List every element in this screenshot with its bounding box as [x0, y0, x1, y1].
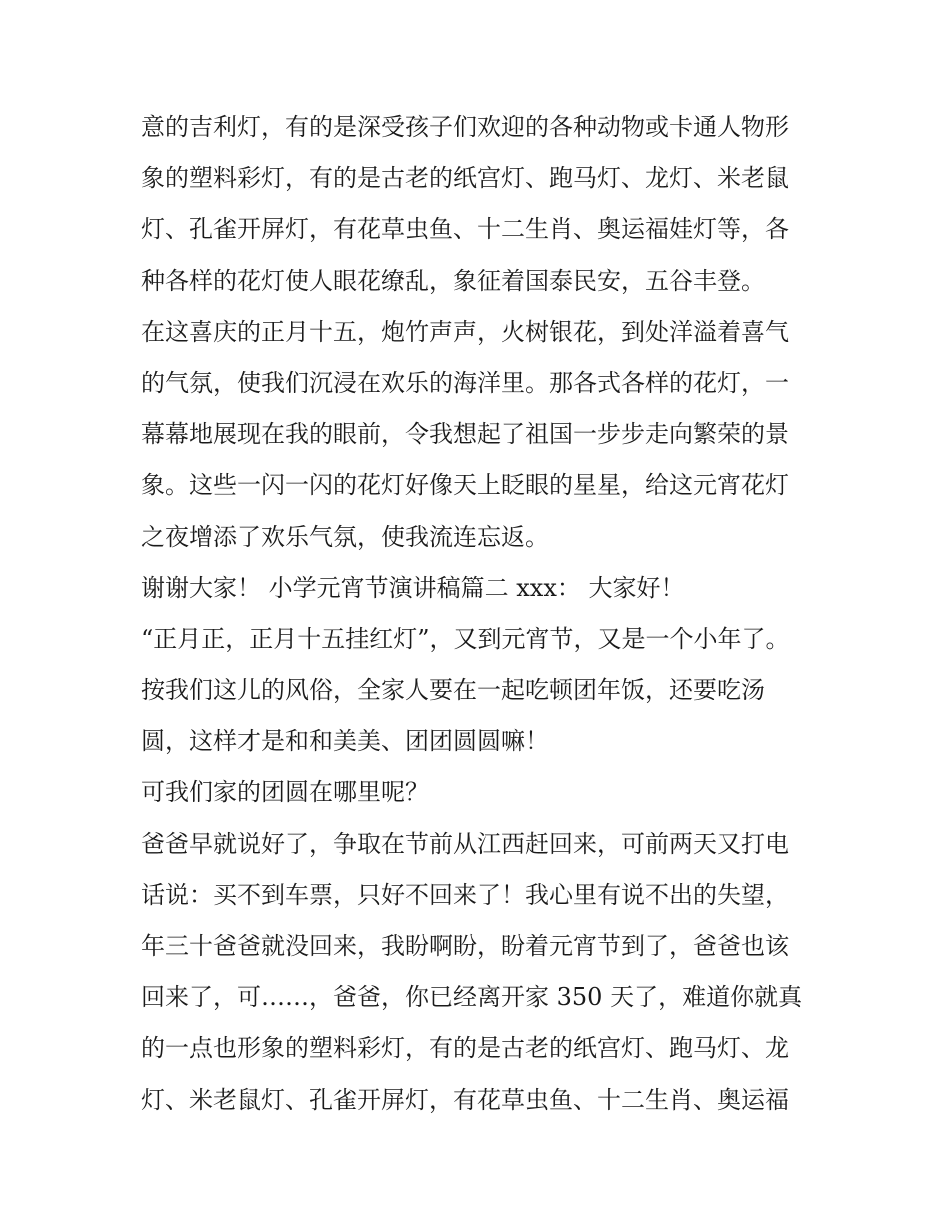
text-line: 象。这些一闪一闪的花灯好像天上眨眼的星星，给这元宵花灯 — [141, 471, 789, 500]
text-line: 话说：买不到车票，只好不回来了！我心里有说不出的失望， — [141, 880, 789, 909]
text-line: 意的吉利灯，有的是深受孩子们欢迎的各种动物或卡通人物形 — [141, 113, 789, 141]
text-line: 幕幕地展现在我的眼前，令我想起了祖国一步步走向繁荣的景 — [141, 420, 789, 449]
text-line: 之夜增添了欢乐气氛，使我流连忘返。 — [141, 522, 549, 551]
text-line: 象的塑料彩灯，有的是古老的纸宫灯、跑马灯、龙灯、米老鼠 — [141, 164, 789, 193]
text-line: 种各样的花灯使人眼花缭乱，象征着国泰民安，五谷丰登。 — [141, 266, 765, 295]
text-line: 在这喜庆的正月十五，炮竹声声，火树银花，到处洋溢着喜气 — [141, 317, 789, 346]
text-line: 的气氛，使我们沉浸在欢乐的海洋里。那各式各样的花灯，一 — [141, 368, 789, 397]
text-line: 灯、米老鼠灯、孔雀开屏灯，有花草虫鱼、十二生肖、奥运福 — [141, 1085, 789, 1114]
text-line: 谢谢大家！ 小学元宵节演讲稿篇二 xxx： 大家好！ — [141, 573, 685, 602]
text-line: 爸爸早就说好了，争取在节前从江西赶回来，可前两天又打电 — [141, 829, 789, 858]
text-line: 年三十爸爸就没回来，我盼啊盼，盼着元宵节到了，爸爸也该 — [141, 932, 789, 960]
document-body — [141, 102, 821, 1126]
text-line: 回来了，可……，爸爸，你已经离开家 350 天了，难道你就真 — [141, 983, 803, 1012]
text-line: 灯、孔雀开屏灯，有花草虫鱼、十二生肖、奥运福娃灯等，各 — [141, 215, 789, 244]
text-line: 的一点也形象的塑料彩灯，有的是古老的纸宫灯、跑马灯、龙 — [141, 1034, 789, 1063]
text-line: 圆，这样才是和和美美、团团圆圆嘛！ — [141, 727, 549, 756]
text-line: “正月正，正月十五挂红灯”，又到元宵节，又是一个小年了。 — [141, 624, 790, 653]
text-line: 按我们这儿的风俗，全家人要在一起吃顿团年饭，还要吃汤 — [141, 676, 765, 705]
text-line: 可我们家的团圆在哪里呢？ — [141, 778, 429, 807]
